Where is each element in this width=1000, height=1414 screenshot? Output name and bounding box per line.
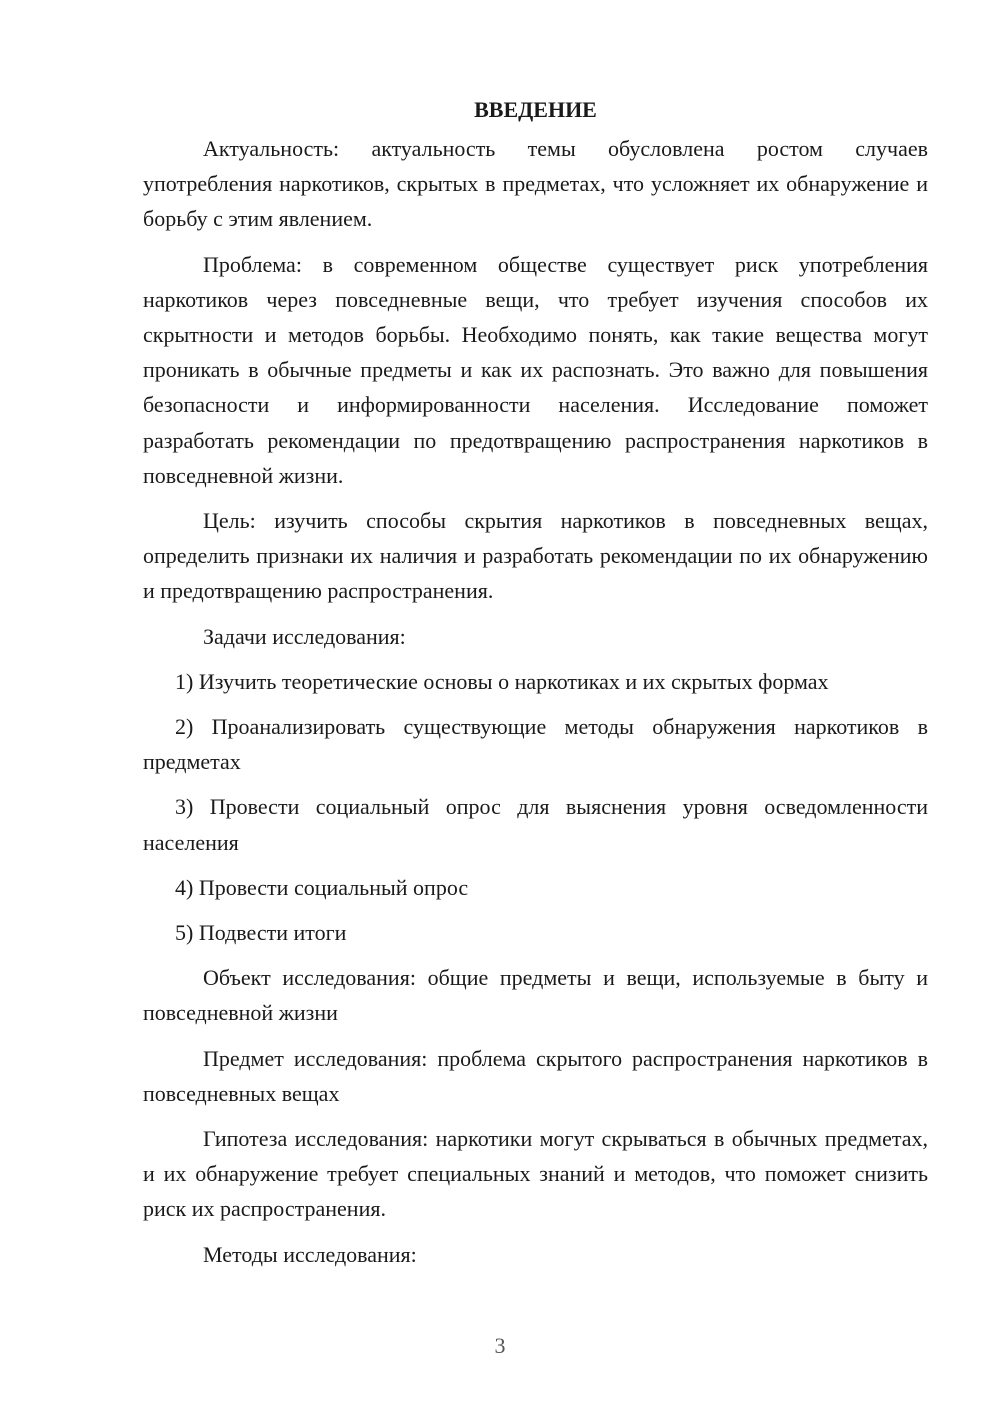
task-item: 5) Подвести итоги [175,920,347,946]
paragraph-goal: Цель: изучить способы скрытия наркотиков в повседневных вещах, определить признаки их наличия и разработать рекомендации по их обнаружению и предотвращению распространения. [143,508,928,604]
task-item: 3) Провести социальный опрос для выяснения уровня осведомленности населения [143,794,928,855]
paragraph-problem: Проблема: в современном обществе существует риск употребления наркотиков через повседневные вещи, что требует изучения способов их скрытности и методов борьбы. Необходимо понять, как такие вещества могут проникать в обычные предметы и как их распознать. Это важно для повышения безопасности и информированности населения. Исследование поможет разработать рекомендации по предотвращению распространения наркотиков в повседневной жизни. [143,251,928,488]
document-page [143,92,928,1282]
paragraph-relevance: Актуальность: актуальность темы обусловлена ростом случаев употребления наркотиков, скрытых в предметах, что усложняет их обнаружение и борьбу с этим явлением. [143,136,928,232]
task-item: 2) Проанализировать существующие методы обнаружения наркотиков в предметах [143,714,928,775]
paragraph-object: Объект исследования: общие предметы и вещи, используемые в быту и повседневной жизни [143,965,928,1026]
paragraph-methods: Методы исследования: [203,1241,417,1267]
page-number: 3 [494,1333,506,1358]
task-item: 1) Изучить теоретические основы о наркотиках и их скрытых формах [175,668,829,694]
paragraph-subject: Предмет исследования: проблема скрытого распространения наркотиков в повседневных вещах [143,1045,928,1106]
paragraph-hypothesis: Гипотеза исследования: наркотики могут скрываться в обычных предметах, и их обнаружение требует специальных знаний и методов, что поможет снизить риск их распространения. [143,1126,928,1222]
section-title: ВВЕДЕНИЕ [474,97,597,122]
paragraph-tasks-heading: Задачи исследования: [203,623,406,649]
task-item: 4) Провести социальный опрос [175,874,469,900]
